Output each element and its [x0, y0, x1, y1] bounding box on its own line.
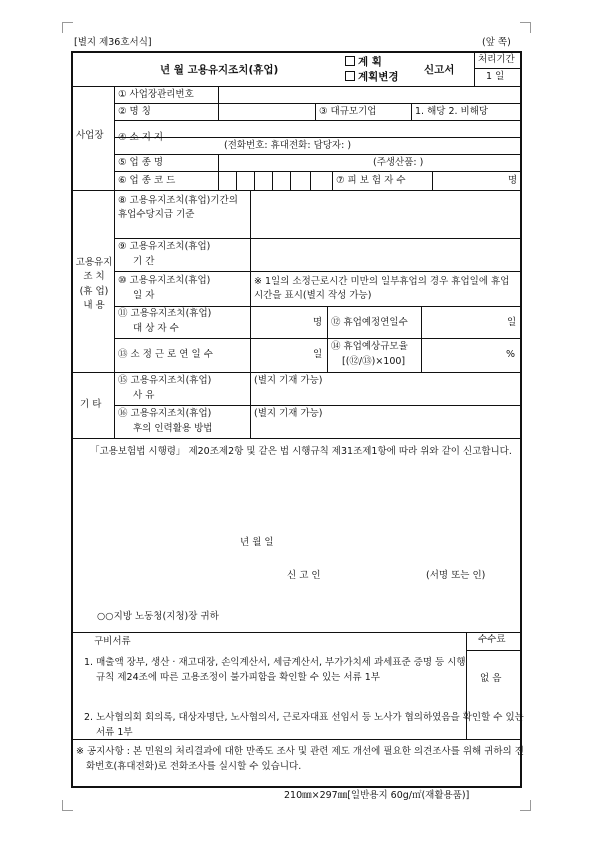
content-section-label: 고용유지 조 치 (휴 업) 내 용 [75, 257, 113, 311]
plan-change-label: 계획변경 [358, 71, 399, 83]
rule [290, 171, 291, 190]
rule [332, 171, 333, 190]
rule [432, 171, 433, 190]
rule [114, 190, 115, 372]
row9-label-line2: 기 간 [133, 256, 155, 267]
biz-mgmt-no-field[interactable] [219, 87, 520, 102]
location-field[interactable] [219, 121, 520, 136]
plan-label: 계 획 [358, 56, 382, 68]
location-label: ④ 소 지 지 [118, 132, 164, 143]
form-title: 년 월 고용유지조치(휴업) [160, 64, 279, 76]
industry-label: ⑤ 업 종 명 [118, 157, 164, 168]
row10-label-line1: ⑩ 고용유지조치(휴업) [118, 275, 211, 286]
row11-unit[interactable]: 명 [313, 317, 323, 328]
plan-checkbox[interactable] [345, 56, 382, 68]
row15-label-line2: 사 유 [133, 390, 155, 401]
row8-field[interactable] [251, 191, 520, 237]
large-company-options[interactable]: 1. 해당 2. 비해당 [415, 106, 489, 117]
corner-mark-top-left [62, 22, 73, 33]
rule [315, 103, 316, 120]
row16-label-line2: 후의 인력활용 방법 [133, 423, 213, 434]
rule [236, 171, 237, 190]
declarant-label: 신 고 인 [287, 570, 321, 581]
rule [114, 306, 521, 307]
addressee: ○○지방 노동청(지청)장 귀하 [97, 611, 219, 622]
row13-label: ⑬ 소 정 근 로 연 일 수 [118, 349, 213, 360]
row15-label-line1: ⑮ 고용유지조치(휴업) [118, 375, 212, 386]
phone-line[interactable]: (전화번호: 휴대전화: 담당자: ) [224, 140, 352, 151]
declaration-text: 「고용보험법 시행령」 제20조제2항 및 같은 법 시행규칙 제31조제1항에 따라 위와 같이 신고합니다. [90, 446, 512, 457]
main-product-field[interactable]: (주생산품: ) [373, 157, 424, 168]
form-number: [별지 제36호서식] [74, 37, 152, 48]
rule [254, 171, 255, 190]
date-line[interactable]: 년 월 일 [240, 537, 274, 548]
row12-unit[interactable]: 일 [507, 317, 517, 328]
paper-spec: 210㎜×297㎜[일반용지 60g/㎡(재활용품)] [284, 790, 470, 801]
row12-label: ⑫ 휴업예정연일수 [331, 317, 408, 328]
row11-label-line2: 대 상 자 수 [133, 323, 179, 334]
biz-name-label: ② 명 칭 [118, 106, 151, 117]
plan-change-checkbox[interactable] [345, 71, 399, 83]
fee-label: 수수료 [478, 634, 506, 645]
table-bottom-border [71, 786, 522, 788]
rule [114, 103, 521, 104]
form-title-suffix: 신고서 [424, 64, 455, 76]
rule [411, 103, 412, 120]
insured-count-label: ⑦ 피 보 험 자 수 [336, 175, 406, 186]
rule [421, 306, 422, 372]
row13-unit[interactable]: 일 [313, 349, 323, 360]
row15-field[interactable]: (별지 기재 가능) [254, 375, 323, 386]
row8-label: ⑧ 고용유지조치(휴업)기간의 휴업수당지급 기준 [118, 195, 238, 220]
business-section-label: 사업장 [76, 130, 104, 141]
etc-section-label: 기 타 [80, 399, 102, 410]
rule [327, 306, 328, 372]
corner-mark-bottom-left [62, 800, 73, 811]
row16-field[interactable]: (별지 기재 가능) [254, 408, 323, 419]
large-company-label: ③ 대규모기업 [319, 106, 377, 117]
rule [71, 438, 522, 439]
insured-count-unit: 명 [508, 175, 518, 186]
row14-label-line2: [(⑫/⑬)×100] [342, 356, 406, 367]
corner-mark-bottom-right [520, 800, 531, 811]
table-right-border [520, 51, 522, 787]
industry-field[interactable] [219, 155, 369, 170]
rule [114, 86, 115, 190]
signature-field[interactable]: (서명 또는 인) [426, 570, 486, 581]
table-left-border [71, 51, 73, 787]
rule [114, 137, 521, 138]
row9-field[interactable] [251, 239, 520, 270]
row11-label-line1: ⑪ 고용유지조치(휴업) [118, 308, 212, 319]
row16-label-line1: ⑯ 고용유지조치(휴업) [118, 408, 212, 419]
row10-note[interactable]: ※ 1일의 소정근로시간 미만의 일부휴업의 경우 휴업일에 휴업시간을 표시(별지 작성 가능) [254, 276, 510, 301]
industry-code-label: ⑥ 업 종 코 드 [118, 175, 176, 186]
document-item-2: 2. 노사협의회 회의록, 대상자명단, 노사협의서, 근로자대표 선임서 등 노사가 협의하였음을 확인할 수 있는 서류 1부 [84, 712, 524, 739]
page-side: (앞 쪽) [482, 37, 511, 48]
rule [71, 372, 522, 373]
rule [114, 171, 521, 172]
documents-title: 구비서류 [94, 636, 131, 647]
row10-label-line2: 일 자 [133, 290, 155, 301]
biz-mgmt-no-label: ① 사업장관리번호 [118, 89, 194, 100]
row14-label-line1: ⑭ 휴업예상규모율 [331, 341, 408, 352]
rule [310, 171, 311, 190]
notice-text: ※ 공지사항 : 본 민원의 처리결과에 대한 만족도 조사 및 관련 제도 개선에 필요한 의견조사를 위해 귀하의 전화번호(휴대전화)로 전화조사를 실시할 수 있습니다. [76, 746, 524, 773]
processing-period-label: 처리기간 [478, 54, 515, 65]
fee-value: 없 음 [480, 673, 502, 684]
row9-label-line1: ⑨ 고용유지조치(휴업) [118, 241, 211, 252]
document-item-1: 1. 매출액 장부, 생산 · 재고대장, 손익계산서, 세금계산서, 부가가치세 과세표준 증명 등 시행규칙 제24조에 따른 고용조정이 불가피함을 확인할 수 있는 서류 1부 [84, 657, 466, 684]
rule [114, 405, 521, 406]
rule [474, 68, 521, 69]
rule [114, 338, 521, 339]
row14-unit[interactable]: % [506, 349, 516, 360]
corner-mark-top-right [520, 22, 531, 33]
rule [466, 650, 521, 651]
rule [114, 271, 521, 272]
table-top-border [71, 51, 522, 53]
biz-name-field[interactable] [219, 104, 314, 119]
rule [71, 632, 522, 633]
processing-period-value: 1 일 [486, 71, 505, 82]
rule [272, 171, 273, 190]
